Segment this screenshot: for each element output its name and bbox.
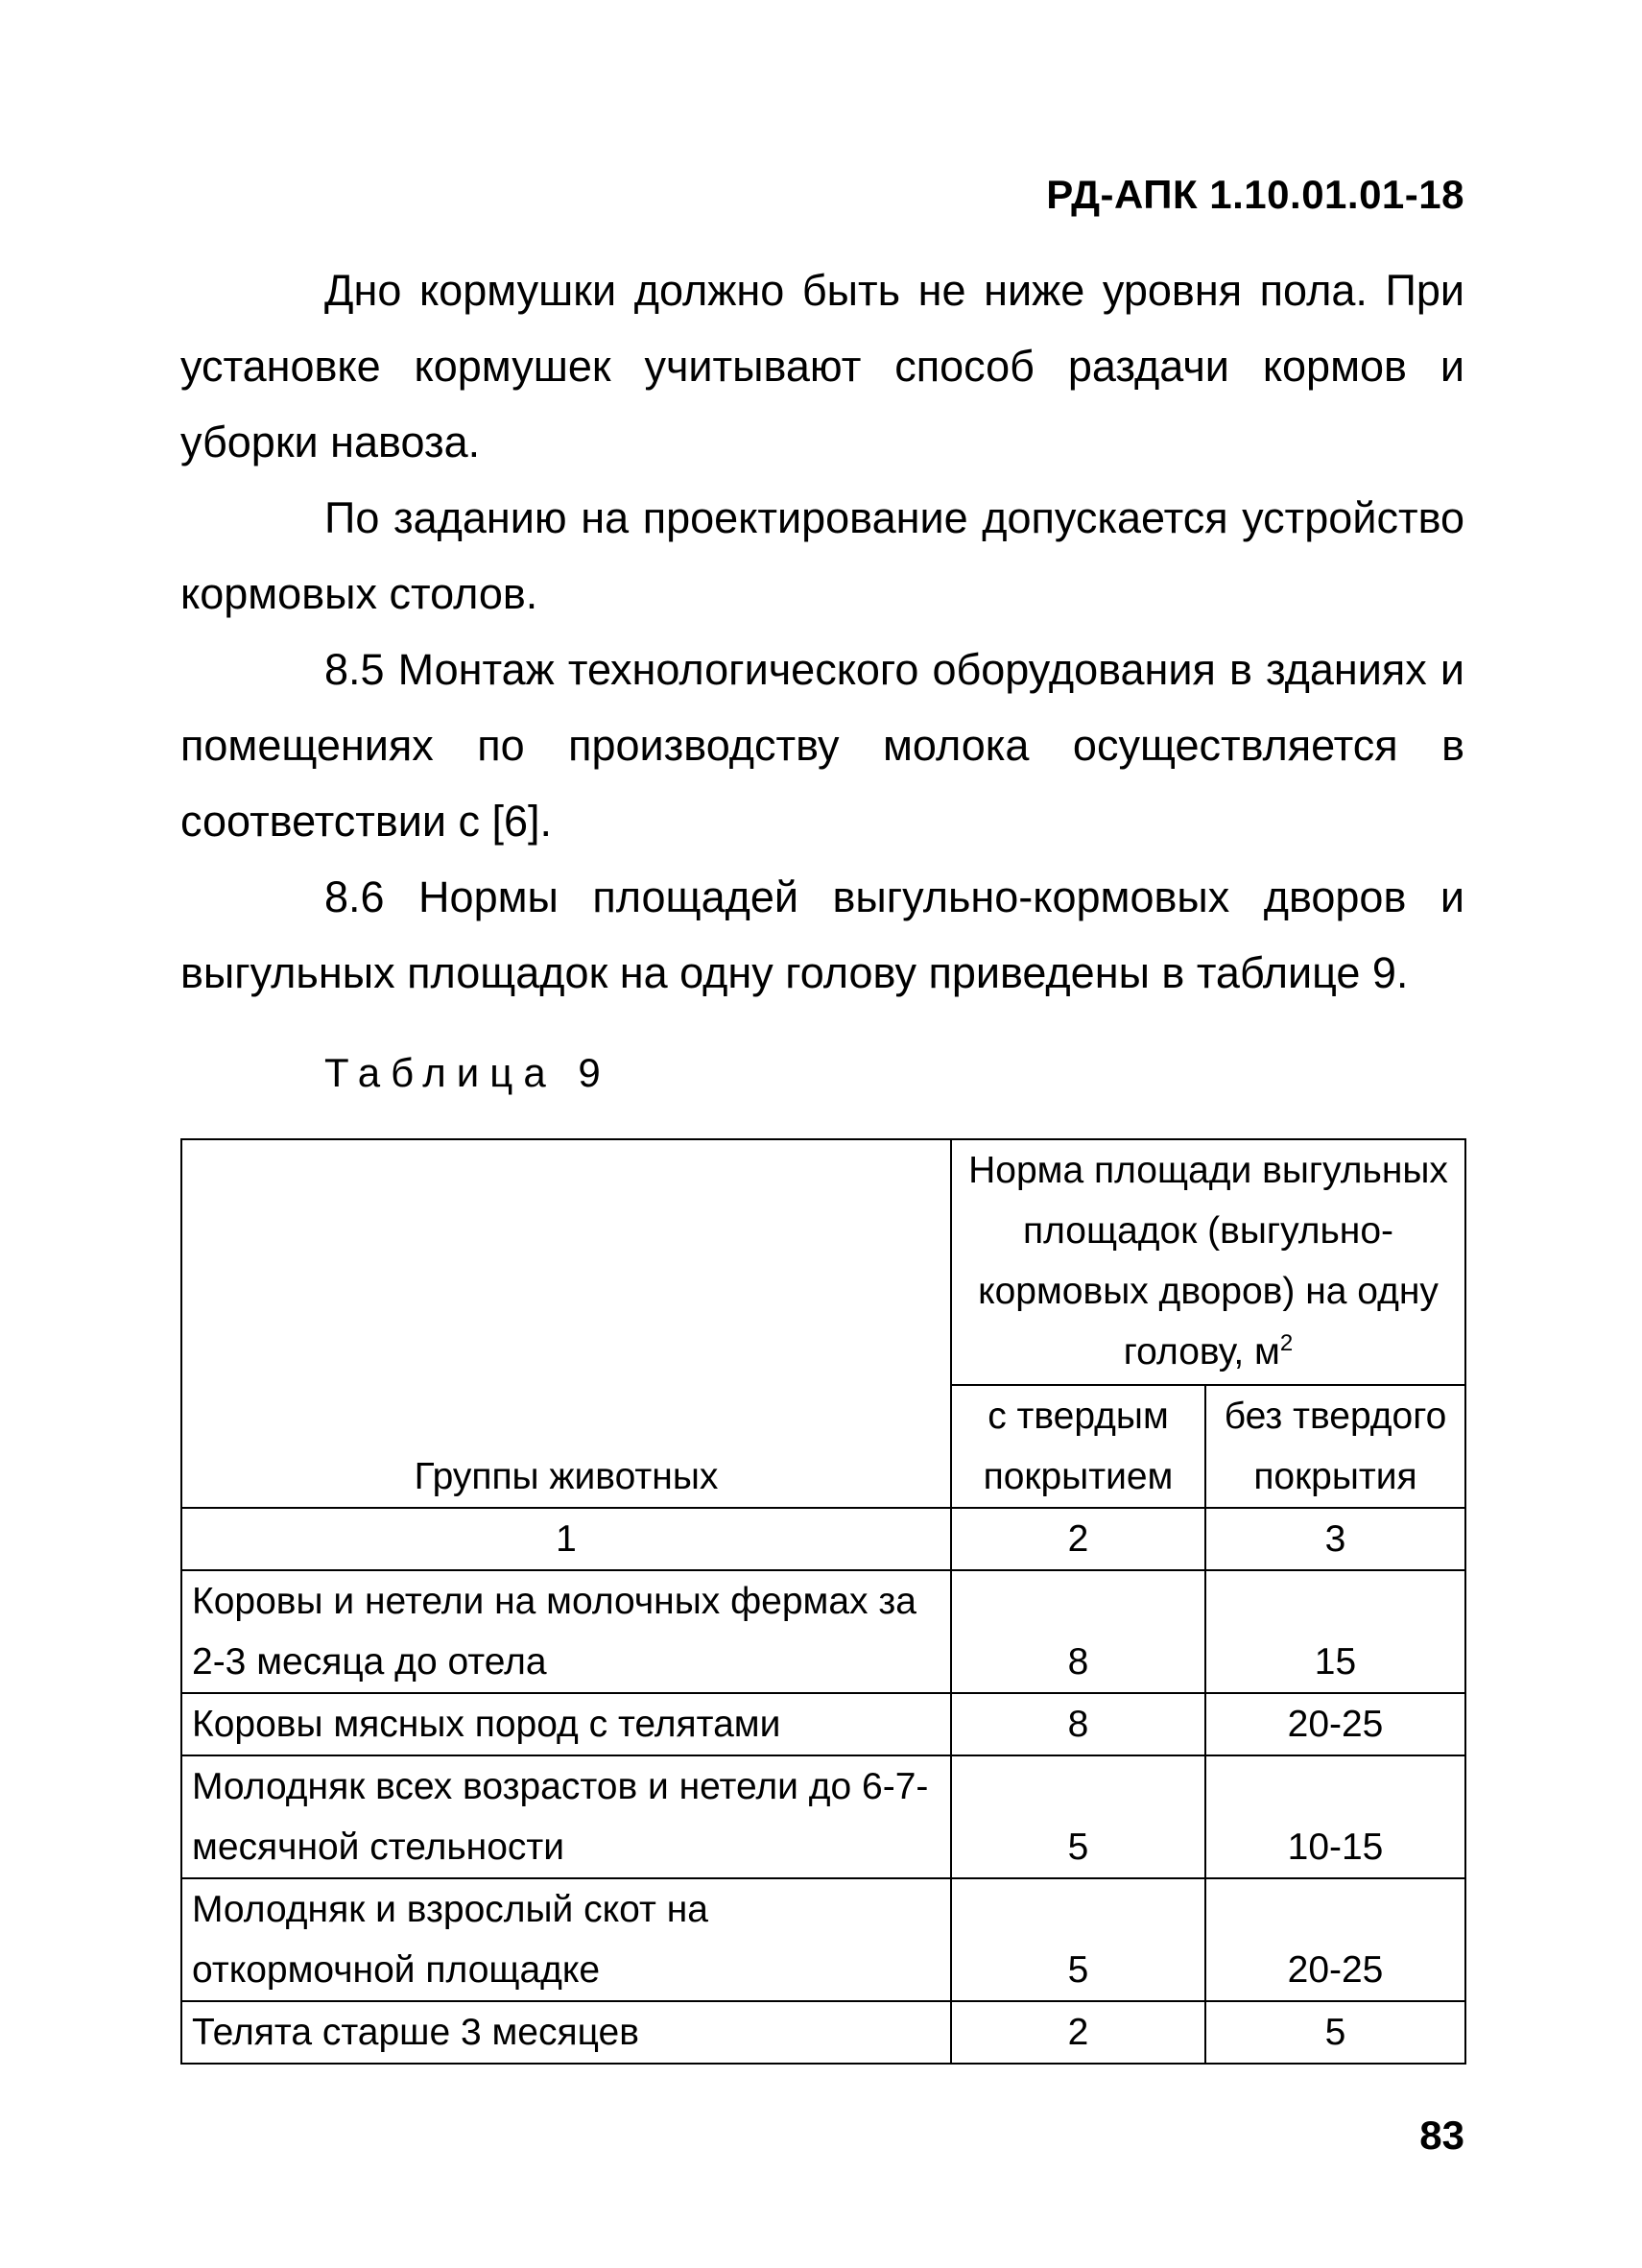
paragraph-8-5: 8.5 Монтаж технологического оборудования в зданиях и помещениях по производству молока осуществляется в соответствии с [6].	[180, 645, 1464, 846]
table-row	[181, 1755, 1465, 1878]
header-area-norm-unit-sup: 2	[1279, 1330, 1294, 1356]
paragraph-feeder-bottom: Дно кормушки должно быть не ниже уровня пола. При установке кормушек учитывают способ раздачи кормов и уборки навоза.	[180, 266, 1464, 466]
row-soft-value: 20-25	[1205, 1878, 1465, 2001]
area-norms-table	[180, 1138, 1466, 2065]
header-no-hard-surface: без твердого покрытия	[1205, 1385, 1465, 1508]
body-text	[180, 252, 1464, 1011]
row-hard-value: 2	[951, 2001, 1205, 2064]
column-number-row	[181, 1508, 1465, 1570]
document-code: РД-АПК 1.10.01.01-18	[1046, 172, 1464, 217]
row-hard-value: 8	[951, 1693, 1205, 1755]
header-area-norm-text: Норма площади выгульных площадок (выгульно-кормовых дворов) на одну голову, м	[968, 1150, 1448, 1373]
table-row	[181, 1693, 1465, 1755]
header-hard-surface: с твердым покрытием	[951, 1385, 1205, 1508]
row-soft-value: 5	[1205, 2001, 1465, 2064]
row-soft-value: 10-15	[1205, 1755, 1465, 1878]
table-row	[181, 1570, 1465, 1693]
row-group: Молодняк всех возрастов и нетели до 6-7-месячной стельности	[181, 1755, 951, 1878]
header-animal-groups: Группы животных	[181, 1139, 951, 1508]
page-number: 83	[1419, 2113, 1464, 2158]
table-caption: Таблица 9	[324, 1050, 611, 1095]
paragraph-feed-tables: По заданию на проектирование допускается устройство кормовых столов.	[180, 493, 1464, 618]
table-row	[181, 2001, 1465, 2064]
col-number-3: 3	[1205, 1508, 1465, 1570]
row-hard-value: 5	[951, 1755, 1205, 1878]
row-group: Коровы и нетели на молочных фермах за 2-3 месяца до отела	[181, 1570, 951, 1693]
row-group: Молодняк и взрослый скот на откормочной площадке	[181, 1878, 951, 2001]
col-number-1: 1	[181, 1508, 951, 1570]
table-row	[181, 1878, 1465, 2001]
row-hard-value: 8	[951, 1570, 1205, 1693]
row-group: Коровы мясных пород с телятами	[181, 1693, 951, 1755]
row-soft-value: 15	[1205, 1570, 1465, 1693]
row-hard-value: 5	[951, 1878, 1205, 2001]
header-area-norm	[951, 1139, 1465, 1385]
header-row	[181, 1139, 1465, 1385]
col-number-2: 2	[951, 1508, 1205, 1570]
row-soft-value: 20-25	[1205, 1693, 1465, 1755]
row-group: Телята старше 3 месяцев	[181, 2001, 951, 2064]
paragraph-8-6: 8.6 Нормы площадей выгульно-кормовых дворов и выгульных площадок на одну голову приведены в таблице 9.	[180, 872, 1464, 997]
